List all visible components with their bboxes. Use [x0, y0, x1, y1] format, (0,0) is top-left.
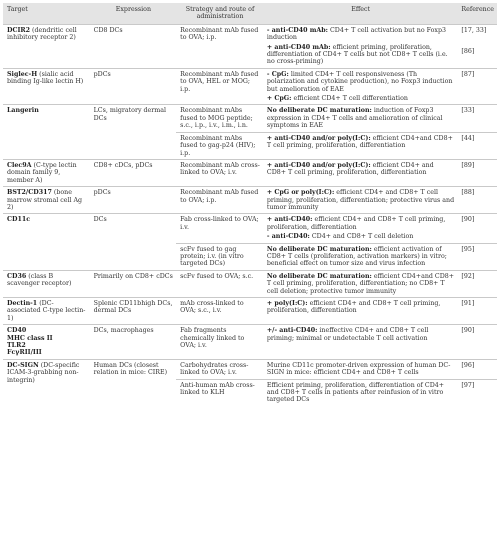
cell-effect [263, 105, 458, 132]
effect-text: CD4+ and CD8+ T cell deletion [309, 233, 414, 241]
header-expression: Expression [115, 6, 152, 13]
table-row [3, 68, 497, 105]
effect-condition: + anti-CD40 and/or poly(I:C): [266, 134, 371, 142]
cell-expression: Splenic CD11bhigh DCs, dermal DCs [90, 298, 177, 325]
cell-effect [263, 298, 458, 325]
effect-text: efficient CD4+and CD8+ T cell priming, proliferation, differentiation; no CD8+ T cell deletion; protective tumor immunity [266, 272, 455, 295]
reference-item: [90] [461, 216, 475, 224]
target-name: FcγRII/III [7, 349, 42, 357]
header-row [3, 3, 497, 24]
cell-reference [457, 132, 497, 159]
cell-expression: Primarily on CD8+ cDCs [90, 270, 177, 297]
cell-strategy: Recombinant mAb cross-linked to OVA; i.v. [176, 159, 263, 186]
target-description: (class B scavenger receptor) [7, 272, 72, 288]
target-name: MHC class II [7, 334, 53, 342]
header-effect: Effect [351, 6, 371, 13]
target-description: (C-type lectin domain family 9, member A) [7, 161, 77, 184]
reference-item: [88] [461, 189, 475, 197]
cell-target [3, 214, 90, 270]
cell-target [3, 270, 90, 297]
cell-target [3, 359, 90, 406]
table-row [3, 325, 497, 360]
table-row [3, 159, 497, 186]
targeting-table [3, 3, 497, 406]
target-name: DC-SIGN [7, 361, 39, 369]
cell-effect [263, 159, 458, 186]
reference-item: [92] [461, 272, 475, 280]
effect-item [267, 189, 455, 211]
effect-condition: +/- anti-CD40: [266, 327, 318, 335]
cell-effect [263, 270, 458, 297]
target-description: (DC-specific ICAM-3-grabbing non-integrin) [7, 361, 80, 384]
effect-item [267, 273, 455, 295]
reference-item: [89] [461, 161, 475, 169]
header-reference: Reference [461, 6, 494, 13]
cell-effect [263, 24, 458, 68]
cell-strategy: Recombinant mAbs fused to MOG peptide; s.c., i.p., i.v., i.m., i.n. [176, 105, 263, 132]
cell-reference [457, 379, 497, 406]
table-row [3, 187, 497, 214]
effect-condition: + anti-CD40 and/or poly(I:C): [266, 161, 371, 169]
effect-text: efficient activation of CD8+ T cells (proliferation, activation markers) in vitro; beneficial effect on tumor size and virus infection [266, 245, 447, 268]
target-name: BST2/CD317 [7, 189, 52, 197]
cell-reference [457, 24, 497, 68]
target-description: (DC-associated C-type lectin-1) [7, 300, 86, 322]
cell-reference [457, 270, 497, 297]
effect-condition: + anti-CD40 mAb: [266, 43, 331, 51]
effect-condition: - anti-CD40 mAb: [266, 26, 328, 34]
table-row [3, 359, 497, 379]
cell-strategy: Fab fragments chemically linked to OVA; i.v. [176, 325, 263, 360]
cell-target [3, 159, 90, 186]
cell-expression: pDCs [90, 68, 177, 105]
cell-expression: Human DCs (closest relation in mice: CIRE) [90, 359, 177, 406]
cell-strategy: Fab cross-linked to OVA; i.v. [176, 214, 263, 243]
target-name: Dectin-1 [7, 300, 38, 307]
effect-item [267, 246, 455, 268]
effect-item [267, 233, 455, 240]
cell-expression: DCs [90, 214, 177, 270]
effect-item [267, 135, 455, 150]
effect-item [267, 162, 455, 177]
effect-text: CD4+ T cell activation but no Foxp3 induction [266, 26, 447, 42]
cell-reference [457, 298, 497, 325]
effect-text: efficient CD4+ T cell differentiation [291, 95, 408, 103]
cell-effect [263, 325, 458, 360]
target-name: CD36 [7, 272, 27, 280]
reference-item: [44] [461, 134, 475, 142]
effect-text: limited CD4+ T cell responsiveness (Th polarization and cytokine production), no Foxp3 induction but amelioration of EAE [266, 70, 453, 93]
effect-text: efficient CD4+ and CD8+ T cell priming, proliferation, differentiation [266, 216, 446, 231]
table-row [3, 105, 497, 132]
effect-text: efficient CD4+ and CD8+ T cell priming, proliferation, differentiation; protective virus and tumor immunity [266, 189, 455, 211]
target-name: DCIR2 [7, 26, 31, 34]
effect-item [267, 44, 455, 66]
effect-condition: No deliberate DC maturation: [266, 272, 372, 280]
cell-target [3, 298, 90, 325]
effect-item [267, 362, 455, 377]
cell-reference [457, 187, 497, 214]
table-body [3, 24, 497, 406]
reference-item: [95] [461, 245, 475, 253]
effect-condition: - anti-CD40: [266, 233, 310, 241]
cell-strategy: Anti-human mAb cross-linked to KLH [176, 379, 263, 406]
effect-text: efficient CD4+and CD8+ T cell priming, proliferation, differentiation [266, 134, 453, 150]
cell-target [3, 325, 90, 360]
target-description: (bone marrow stromal cell Ag 2) [7, 189, 83, 211]
cell-strategy: scFv fused to gag protein; i.v. (in vitro targeted DCs) [176, 243, 263, 270]
target-name: CD40 [7, 327, 27, 335]
header-target: Target [7, 6, 28, 13]
reference-item: [17, 33] [461, 26, 487, 34]
target-name: Clec9A [7, 161, 32, 169]
target-description: (sialic acid binding Ig-like lectin H) [7, 70, 84, 86]
cell-expression: pDCs [90, 187, 177, 214]
effect-item [267, 27, 455, 42]
reference-item: [97] [461, 381, 475, 389]
cell-effect [263, 132, 458, 159]
cell-target [3, 24, 90, 68]
effect-text: efficient CD4+ and CD8+ T cell priming, proliferation, differentiation [266, 161, 434, 177]
effect-text: induction of Foxp3 expression in CD4+ T cells and amelioration of clinical symptoms in EAE [266, 107, 443, 130]
effect-text: efficient CD4+ and CD8+ T cell priming, proliferation, differentiation [266, 300, 441, 315]
table-row [3, 270, 497, 297]
cell-strategy: Recombinant mAb fused to OVA; i.p. [176, 24, 263, 68]
reference-item: [90] [461, 327, 475, 335]
effect-condition: + CpG or poly(I:C): [266, 189, 335, 197]
cell-reference [457, 243, 497, 270]
effect-item [267, 216, 455, 231]
effect-text: ineffective CD4+ and CD8+ T cell priming; minimal or undetectable T cell activation [266, 327, 429, 342]
cell-reference [457, 68, 497, 105]
cell-strategy: Recombinant mAbs fused to gag-p24 (HIV); i.p. [176, 132, 263, 159]
effect-text: Murine CD11c promoter-driven expression of human DC-SIGN in mice: efficient CD4+ and CD8+ T cells [266, 361, 451, 377]
cell-effect [263, 214, 458, 243]
effect-text: Efficient priming, proliferation, differentiation of CD4+ and CD8+ T cells in patients after reinfusion of in vitro targeted DCs [266, 381, 445, 404]
effect-condition: - CpG: [266, 70, 289, 78]
reference-item: [91] [461, 300, 475, 307]
table-row [3, 298, 497, 325]
cell-effect [263, 359, 458, 379]
cell-reference [457, 325, 497, 360]
cell-reference [457, 359, 497, 379]
effect-item [267, 71, 455, 93]
cell-strategy: scFv fused to OVA; s.c. [176, 270, 263, 297]
table-row [3, 24, 497, 68]
effect-item [267, 107, 455, 129]
cell-effect [263, 187, 458, 214]
reference-item: [86] [461, 48, 475, 56]
target-name: CD11c [7, 216, 31, 224]
cell-expression: CD8 DCs [90, 24, 177, 68]
effect-item [267, 382, 455, 404]
cell-target [3, 105, 90, 159]
cell-reference [457, 105, 497, 132]
reference-item: [96] [461, 361, 475, 369]
effect-text: efficient priming, proliferation, differentiation of CD4+ T cells but not CD8+ T cells (i.e. no cross-priming) [266, 43, 448, 66]
cell-strategy: Recombinant mAb fused to OVA; i.p. [176, 187, 263, 214]
cell-reference [457, 214, 497, 243]
effect-item [267, 95, 455, 102]
effect-item [267, 300, 455, 315]
table-row [3, 214, 497, 243]
cell-reference [457, 159, 497, 186]
target-name: Langerin [7, 107, 39, 115]
cell-strategy: mAb cross-linked to OVA; s.c., i.v. [176, 298, 263, 325]
target-name: Siglec-H [7, 70, 38, 78]
target-description: (dendritic cell inhibitory receptor 2) [7, 26, 77, 42]
cell-expression: CD8+ cDCs, pDCs [90, 159, 177, 186]
cell-target [3, 68, 90, 105]
cell-target [3, 187, 90, 214]
target-name: TLR2 [7, 342, 26, 350]
reference-item: [87] [461, 70, 475, 78]
effect-condition: No deliberate DC maturation: [266, 245, 372, 253]
effect-condition: No deliberate DC maturation: [266, 107, 372, 115]
cell-effect [263, 379, 458, 406]
cell-expression: DCs, macrophages [90, 325, 177, 360]
effect-condition: + poly(I:C): [266, 300, 308, 307]
effect-condition: + anti-CD40: [266, 216, 313, 224]
effect-condition: + CpG: [266, 95, 292, 103]
cell-expression: LCs, migratory dermal DCs [90, 105, 177, 159]
header-strategy: Strategy and route of administration [185, 6, 255, 21]
cell-strategy: Recombinant mAb fused to OVA, HEL or MOG; i.p. [176, 68, 263, 105]
cell-effect [263, 68, 458, 105]
effect-item [267, 327, 455, 342]
cell-effect [263, 243, 458, 270]
cell-strategy: Carbohydrates cross-linked to OVA; i.v. [176, 359, 263, 379]
reference-item: [33] [461, 107, 475, 115]
